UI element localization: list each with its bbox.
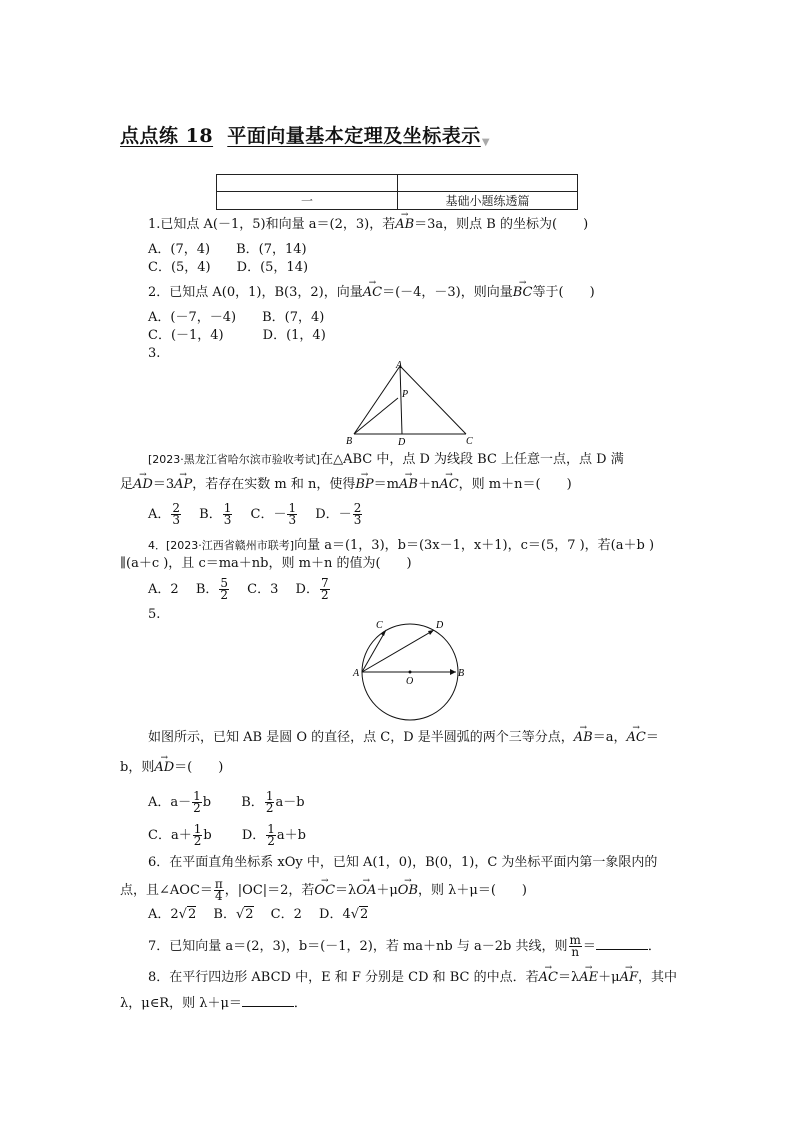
question-4-line2: ∥(a＋c )，且 c＝ma＋nb，则 m＋n 的值为( ) bbox=[120, 556, 412, 571]
question-5-number: 5. bbox=[148, 607, 161, 622]
circle-figure bbox=[348, 616, 472, 726]
dropdown-triangle-icon[interactable]: ▼ bbox=[481, 137, 491, 148]
center-point bbox=[409, 671, 412, 674]
question-1-stem: 1.已知点 A(－1，5)和向量 a＝(2，3)，若→ AB＝3a，则点 B 的坐标为( ) bbox=[148, 216, 588, 234]
label-d: D bbox=[398, 437, 406, 448]
option-d[interactable]: D．(5，14) bbox=[236, 260, 309, 275]
question-4-options bbox=[148, 578, 331, 601]
question-5-line1: 如图所示，已知 AB 是圆 O 的直径，点 C，D 是半圆弧的两个三等分点，→ AB＝a，→ AC＝ bbox=[148, 729, 659, 747]
side-ab bbox=[354, 366, 400, 434]
answer-blank[interactable] bbox=[596, 937, 648, 950]
option-b[interactable]: B．(7，14) bbox=[236, 242, 307, 257]
option-a[interactable]: A．(7，4) bbox=[148, 242, 211, 257]
option-c[interactable]: C．－ $\frac{1}{3}$ bbox=[250, 501, 297, 527]
label-c: C bbox=[376, 620, 383, 631]
question-3-number: 3. bbox=[148, 346, 161, 361]
option-c[interactable]: C．(－1，4) bbox=[148, 328, 224, 343]
label-a: A bbox=[396, 360, 403, 371]
question-1-options-row2 bbox=[148, 259, 308, 277]
question-5-options-row1 bbox=[148, 791, 305, 814]
vector-ad bbox=[362, 630, 434, 672]
label-c: C bbox=[466, 436, 473, 447]
triangle-figure bbox=[340, 358, 480, 448]
option-a[interactable]: A．2 bbox=[148, 582, 179, 597]
question-5-options-row2 bbox=[148, 824, 306, 847]
vector-ac bbox=[362, 630, 386, 672]
question-2-options-row1 bbox=[148, 309, 324, 327]
answer-blank[interactable] bbox=[242, 994, 294, 1007]
question-3-options bbox=[148, 503, 363, 526]
side-ac bbox=[400, 366, 466, 434]
option-d[interactable]: D．－ $\frac{2}{3}$ bbox=[315, 501, 362, 527]
option-c[interactable]: C．a＋ $\frac{1}{2}$ b bbox=[148, 822, 212, 848]
question-6-line2: 点，且∠AOC＝ $\frac{\pi}{4}$ ，|OC|＝2，若→ OC＝λ→ OA＋μ→ OB，则 λ＋μ＝( ) bbox=[120, 879, 527, 902]
section-header-table bbox=[216, 174, 578, 210]
question-6-options bbox=[148, 906, 368, 924]
segment-ad bbox=[400, 366, 402, 434]
option-b[interactable]: B． $\frac{5}{2}$ bbox=[195, 576, 229, 602]
label-o: O bbox=[406, 676, 414, 687]
section-number: 一 bbox=[217, 192, 398, 210]
question-3-line1: [2023·黑龙江省哈尔滨市验收考试]在△ABC 中，点 D 为线段 BC 上任意一点，点 D 满 bbox=[148, 452, 624, 467]
option-a[interactable]: A． $\frac{2}{3}$ bbox=[148, 501, 181, 527]
option-b[interactable]: B．(7，4) bbox=[262, 310, 325, 325]
question-1-options-row1 bbox=[148, 241, 307, 259]
question-2-stem: 2．已知点 A(0，1)，B(3，2)，向量→ AC＝(－4，－3)，则向量→ BC等于( ) bbox=[148, 284, 595, 302]
label-b: B bbox=[346, 436, 353, 447]
question-6-line1: 6．在平面直角坐标系 xOy 中，已知 A(1，0)，B(0，1)，C 为坐标平面内第一象限内的 bbox=[148, 855, 658, 870]
question-5-line2: b，则→ AD＝( ) bbox=[120, 759, 223, 777]
option-d[interactable]: D．(1，4) bbox=[262, 328, 326, 343]
title-main: 平面向量基本定理及坐标表示 bbox=[227, 125, 481, 147]
question-8-line1: 8．在平行四边形 ABCD 中，E 和 F 分别是 CD 和 BC 的中点．若→ AC＝λ→ AE＋μ→ AF，其中 bbox=[148, 969, 677, 987]
title-prefix: 点点练 18 bbox=[120, 125, 214, 147]
option-b[interactable]: B．√2 bbox=[213, 907, 254, 922]
option-d[interactable]: D． $\frac{7}{2}$ bbox=[295, 576, 329, 602]
option-b[interactable]: B． $\frac{1}{3}$ bbox=[199, 501, 232, 527]
label-d: D bbox=[436, 620, 444, 631]
question-source: [2023·黑龙江省哈尔滨市验收考试] bbox=[148, 453, 321, 466]
segment-bp bbox=[354, 398, 398, 434]
question-source: 4．[2023·江西省赣州市联考] bbox=[148, 539, 295, 552]
question-3-line2: 足→ AD＝3→ AP，若存在实数 m 和 n，使得→ BP＝m→ AB＋n→ AC，则 m＋n＝( ) bbox=[120, 476, 572, 494]
label-b: B bbox=[458, 668, 465, 679]
label-a: A bbox=[353, 668, 360, 679]
question-2-options-row2 bbox=[148, 327, 326, 345]
label-p: P bbox=[402, 389, 409, 400]
page-title bbox=[120, 121, 490, 148]
option-b[interactable]: B． $\frac{1}{2}$ a－b bbox=[241, 789, 305, 815]
option-a[interactable]: A．a－ $\frac{1}{2}$ b bbox=[148, 789, 212, 815]
option-c[interactable]: C．3 bbox=[247, 582, 279, 597]
question-7: 7．已知向量 a＝(2，3)，b＝(－1，2)，若 ma＋nb 与 a－2b 共线，则 $\frac{m}{n}$ ＝ ． bbox=[148, 933, 661, 959]
question-4-line1: 4．[2023·江西省赣州市联考]向量 a＝(1，3)，b＝(3x－1，x＋1)，c＝(5，7 )，若(a＋b ) bbox=[148, 538, 655, 553]
option-c[interactable]: C．(5，4) bbox=[148, 260, 211, 275]
arrowhead-d bbox=[428, 630, 434, 635]
arrowhead-b bbox=[450, 669, 456, 675]
option-d[interactable]: D．4√2 bbox=[319, 907, 369, 922]
option-d[interactable]: D． $\frac{1}{2}$ a＋b bbox=[241, 822, 306, 848]
option-a[interactable]: A．2√2 bbox=[148, 907, 197, 922]
option-a[interactable]: A．(－7，－4) bbox=[148, 310, 237, 325]
question-8-line2: λ，μ∈R，则 λ＋μ＝ ． bbox=[120, 996, 307, 1011]
option-c[interactable]: C．2 bbox=[270, 907, 302, 922]
section-title: 基础小题练透篇 bbox=[398, 192, 578, 210]
